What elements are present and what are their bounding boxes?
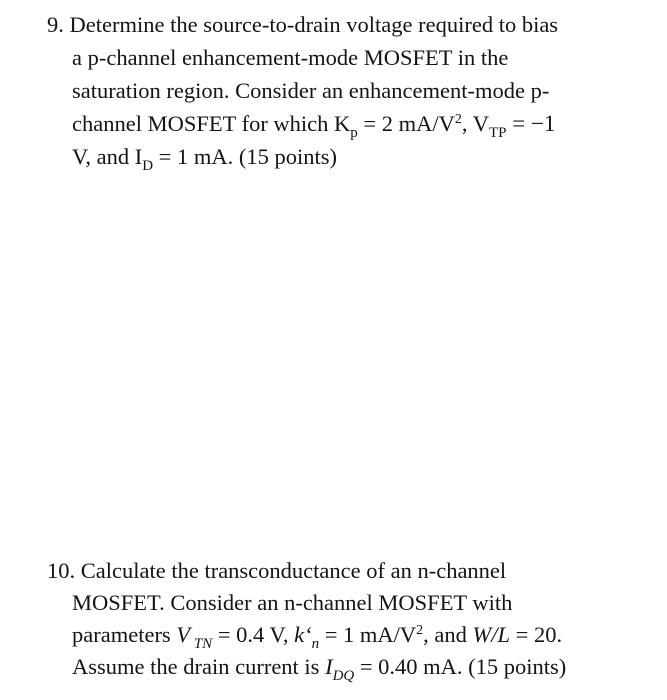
problem-9-text-line-5a: V, and I <box>72 144 143 169</box>
vtp-subscript: TP <box>488 125 507 141</box>
problem-9-text-line-3: saturation region. Consider an enhancement-mode p- <box>72 78 550 103</box>
problem-10-text-line-3e: = 20. <box>510 622 563 647</box>
kp-subscript: p <box>350 125 358 141</box>
problem-9-text-line-4a: channel MOSFET for which K <box>72 111 351 136</box>
k-prime-symbol: k‘ <box>294 622 312 647</box>
problem-10-text-line-3b: = 0.4 V, <box>212 622 295 647</box>
problem-10-line-1 <box>47 554 506 587</box>
problem-9-line-4 <box>72 107 555 140</box>
problem-9-line-1 <box>47 8 558 41</box>
problem-10-text-line-3a: parameters <box>72 622 177 647</box>
problem-9-line-3 <box>72 74 549 107</box>
v-squared-superscript-10: 2 <box>416 623 424 638</box>
id-subscript: D <box>142 158 154 174</box>
problem-10-text-line-4a: Assume the drain current is <box>72 654 326 679</box>
problem-10-text-line-3c: = 1 mA/V <box>319 622 417 647</box>
problem-10-line-3 <box>72 618 562 651</box>
problem-9-text-line-4c: , V <box>461 111 489 136</box>
problem-9-line-2 <box>72 41 508 74</box>
problem-10-line-2 <box>72 586 512 619</box>
kn-subscript: n <box>311 636 320 652</box>
vtn-subscript: TN <box>190 636 213 652</box>
problem-10-text-line-1: Calculate the transconductance of an n-channel <box>80 558 507 583</box>
problem-9-text-line-2: a p-channel enhancement-mode MOSFET in the <box>72 45 509 70</box>
problem-10-text-line-2: MOSFET. Consider an n-channel MOSFET with <box>72 590 513 615</box>
problem-9-text-line-1: Determine the source-to-drain voltage required to bias <box>69 12 559 37</box>
problem-9-number: 9. <box>47 12 64 37</box>
problem-9-text-line-4d: = −1 <box>506 111 556 136</box>
idq-symbol: I <box>325 654 333 679</box>
problem-10-number: 10. <box>47 558 76 583</box>
w-over-l-symbol: W/L <box>472 622 511 647</box>
problem-10-text-line-3d: , and <box>423 622 473 647</box>
problem-10-text-line-4b: = 0.40 mA. (15 points) <box>354 654 567 679</box>
problem-9-text-line-4b: = 2 mA/V <box>357 111 455 136</box>
idq-subscript: DQ <box>332 668 355 684</box>
problem-9-text-line-5b: = 1 mA. (15 points) <box>153 144 337 169</box>
problem-10-line-4 <box>72 650 566 683</box>
vtn-symbol: V <box>176 622 191 647</box>
v-squared-superscript: 2 <box>454 112 462 127</box>
problem-9-line-5 <box>72 140 337 173</box>
